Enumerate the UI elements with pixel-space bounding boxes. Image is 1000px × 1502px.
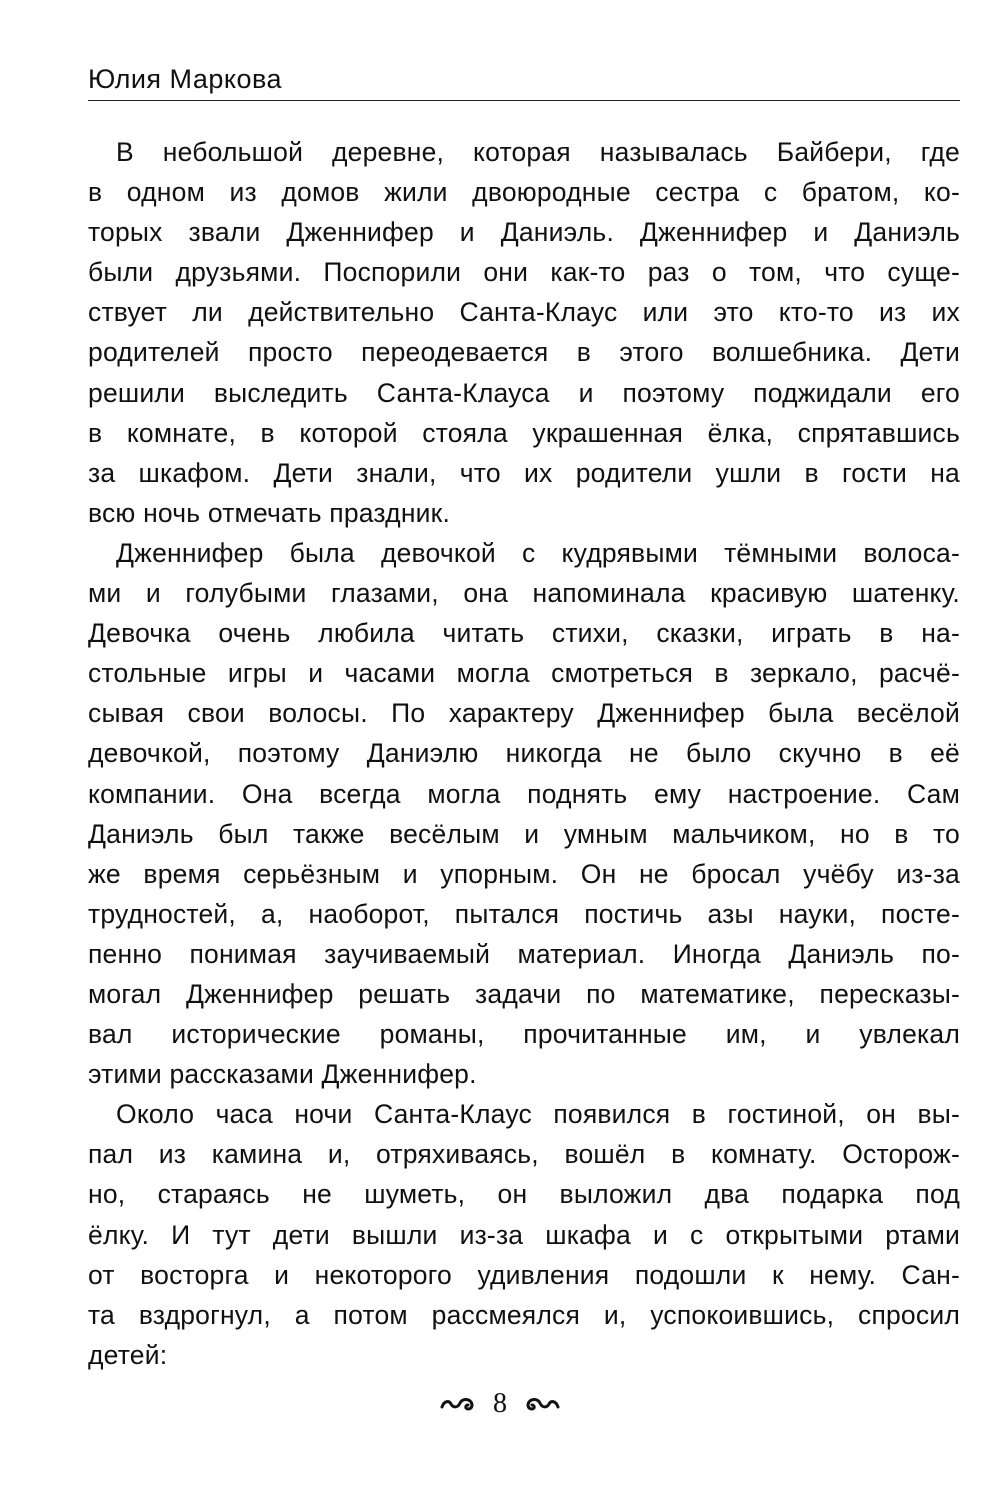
text-line: решили выследить Санта-Клауса и поэтому поджидали его <box>88 377 960 408</box>
text-line: ёлку. И тут дети вышли из-за шкафа и с открытыми ртами <box>88 1219 960 1250</box>
text-line: были друзьями. Поспорили они как-то раз о том, что суще- <box>88 257 960 288</box>
text-line: Дженнифер была девочкой с кудрявыми тёмными волоса- <box>116 537 960 568</box>
page-footer <box>0 1384 1000 1424</box>
text-line: В небольшой деревне, которая называлась Байбери, где <box>116 137 960 167</box>
running-header <box>88 60 960 101</box>
text-line: девочкой, поэтому Даниэлю никогда не было скучно в её <box>88 738 960 769</box>
text-line: ми и голубыми глазами, она напоминала красивую шатенку. <box>88 578 960 609</box>
page-number: 8 <box>493 1388 507 1419</box>
text-line: от восторга и некоторого удивления подошли к нему. Сан- <box>88 1259 960 1290</box>
text-line: стольные игры и часами могла смотреться в зеркало, расчё- <box>88 658 960 689</box>
body-text <box>88 132 960 1375</box>
text-line: торых звали Дженнифер и Даниэль. Дженнифер и Даниэль <box>88 217 960 248</box>
text-line: вал исторические романы, прочитанные им, и увлекал <box>88 1019 960 1050</box>
ornament-right-icon <box>521 1394 561 1414</box>
text-line: же время серьёзным и упорным. Он не бросал учёбу из-за <box>88 858 960 889</box>
text-line: но, стараясь не шуметь, он выложил два подарка под <box>88 1179 960 1210</box>
text-line: та вздрогнул, а потом рассмеялся и, успокоившись, спросил <box>88 1299 960 1330</box>
text-line: родителей просто переодевается в этого волшебника. Дети <box>88 337 960 368</box>
paragraph-2 <box>88 533 960 1094</box>
text-line: пал из камина и, отряхиваясь, вошёл в комнату. Осторож- <box>88 1139 960 1170</box>
paragraph-1 <box>88 132 960 533</box>
text-line: за шкафом. Дети знали, что их родители ушли в гости на <box>88 457 960 488</box>
text-line: всю ночь отмечать праздник. <box>88 497 451 528</box>
paragraph-3 <box>88 1094 960 1375</box>
text-line: в комнате, в которой стояла украшенная ёлка, спрятавшись <box>88 417 960 448</box>
author-name: Юлия Маркова <box>88 64 283 94</box>
text-line: пенно понимая заучиваемый материал. Иногда Даниэль по- <box>88 938 960 969</box>
text-line: Девочка очень любила читать стихи, сказки, играть в на- <box>88 618 960 649</box>
text-line: Даниэль был также весёлым и умным мальчиком, но в то <box>88 818 960 849</box>
text-line: в одном из домов жили двоюродные сестра с братом, ко- <box>88 177 960 208</box>
ornament-left-icon <box>439 1394 479 1414</box>
text-line: Около часа ночи Санта-Клаус появился в гостиной, он вы- <box>116 1099 960 1130</box>
text-line: детей: <box>88 1339 168 1370</box>
text-line: трудностей, а, наоборот, пытался постичь азы науки, посте- <box>88 898 960 929</box>
text-line: ствует ли действительно Санта-Клаус или это кто-то из их <box>88 297 960 328</box>
text-line: этими рассказами Дженнифер. <box>88 1059 477 1090</box>
text-line: сывая свои волосы. По характеру Дженнифер была весёлой <box>88 698 960 729</box>
text-line: могал Дженнифер решать задачи по математике, пересказы- <box>88 978 960 1009</box>
text-line: компании. Она всегда могла поднять ему настроение. Сам <box>88 778 960 809</box>
